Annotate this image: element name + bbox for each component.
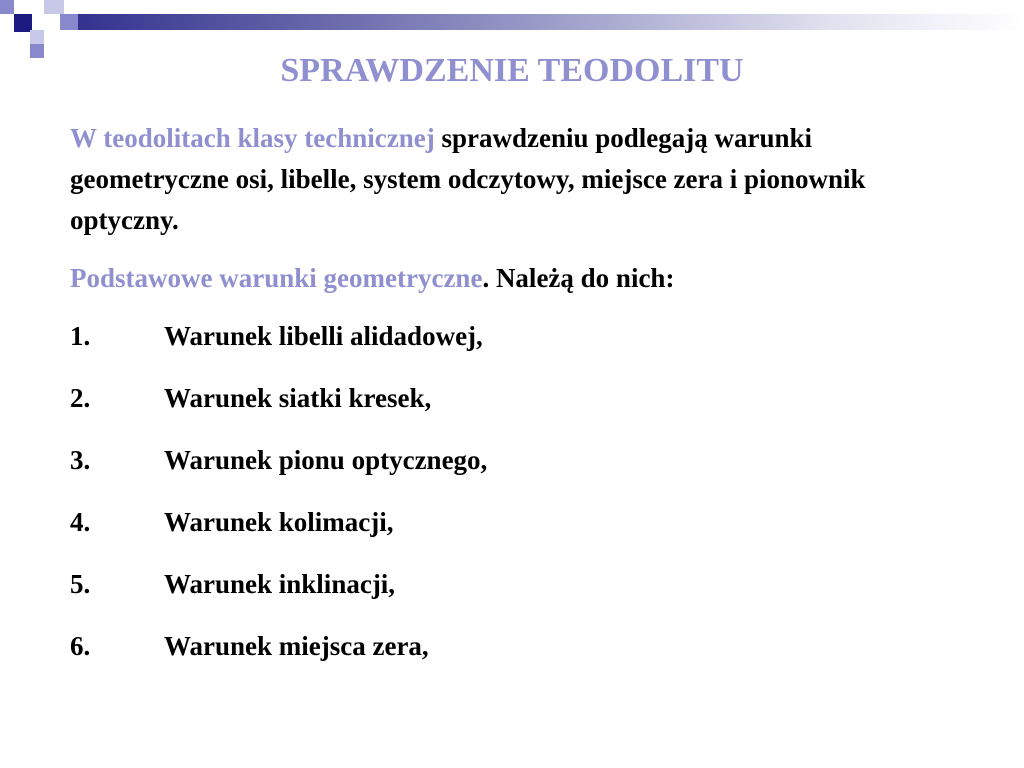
decor-square-mid: [60, 14, 78, 30]
list-item-text: Warunek siatki kresek,: [164, 383, 432, 413]
slide-content: [70, 118, 970, 688]
paragraph-intro: [70, 118, 970, 241]
list-item-text: Warunek kolimacji,: [164, 507, 394, 537]
paragraph-intro-text: sprawdzeniu podlegają warunki geometryczne osi, libelle, system odczytowy, miejsce zera i pionownik optyczny.: [70, 123, 866, 235]
list-item: [70, 378, 970, 419]
paragraph-conditions-text: . Należą do nich:: [482, 263, 675, 293]
decor-gradient-bar: [78, 14, 1024, 30]
list-item-number: 4.: [70, 507, 91, 537]
paragraph-conditions-accent: Podstawowe warunki geometryczne: [70, 263, 483, 293]
list-item-number: 5.: [70, 569, 91, 599]
paragraph-intro-accent: W teodolitach klasy technicznej: [70, 123, 435, 153]
paragraph-conditions: [70, 258, 970, 299]
list-item: [70, 316, 970, 357]
list-item-text: Warunek inklinacji,: [164, 569, 396, 599]
list-item-text: Warunek libelli alidadowej,: [164, 321, 483, 351]
decor-square-light: [44, 0, 64, 14]
list-item: [70, 626, 970, 667]
slide-title: SPRAWDZENIE TEODOLITU: [280, 52, 744, 89]
decor-square-top-left: [0, 0, 14, 14]
list-item-text: Warunek pionu optycznego,: [164, 445, 488, 475]
list-item-text: Warunek miejsca zera,: [164, 631, 429, 661]
list-item: [70, 440, 970, 481]
conditions-list: [70, 316, 970, 667]
list-item: [70, 502, 970, 543]
list-item-number: 3.: [70, 445, 91, 475]
list-item-number: 6.: [70, 631, 91, 661]
list-item: [70, 564, 970, 605]
decor-square-lower: [30, 30, 44, 44]
list-item-number: 2.: [70, 383, 91, 413]
list-item-number: 1.: [70, 321, 91, 351]
